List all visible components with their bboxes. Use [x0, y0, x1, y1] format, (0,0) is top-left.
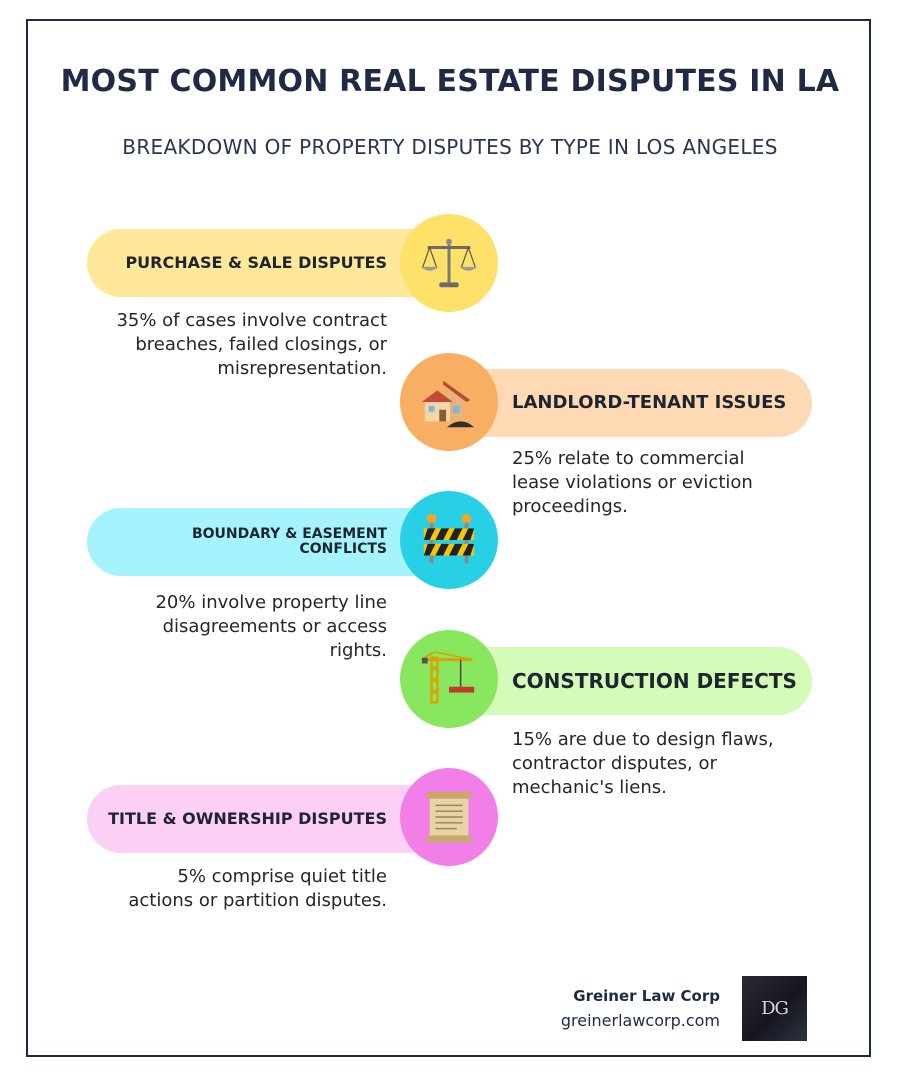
dispute-icon-circle	[400, 768, 498, 866]
brand-name: Greiner Law Corp	[573, 987, 720, 1005]
dispute-label: BOUNDARY & EASEMENT CONFLICTS	[191, 526, 387, 557]
dispute-label: PURCHASE & SALE DISPUTES	[125, 253, 387, 272]
dispute-icon-circle	[400, 214, 498, 312]
dispute-label: CONSTRUCTION DEFECTS	[512, 669, 797, 693]
brand-logo	[742, 976, 807, 1041]
construction-barrier-icon	[418, 509, 480, 571]
page-subtitle: BREAKDOWN OF PROPERTY DISPUTES BY TYPE IN LOS ANGELES	[122, 135, 778, 159]
page-title: MOST COMMON REAL ESTATE DISPUTES IN LA	[60, 64, 840, 99]
dispute-description: 20% involve property line disagreements or access rights.	[155, 592, 387, 661]
dispute-description: 5% comprise quiet title actions or partition disputes.	[128, 866, 387, 911]
dispute-label: TITLE & OWNERSHIP DISPUTES	[108, 809, 387, 828]
houses-icon	[418, 371, 480, 433]
dispute-banner-purchase-sale	[87, 229, 427, 297]
brand-website[interactable]: greinerlawcorp.com	[560, 1011, 720, 1030]
scroll-icon	[418, 786, 480, 848]
dispute-description: 35% of cases involve contract breaches, failed closings, or misrepresentation.	[116, 310, 387, 379]
logo-monogram: DG	[761, 998, 788, 1019]
dispute-banner-title-ownership	[87, 785, 427, 853]
dispute-banner-boundary-easement	[87, 508, 427, 576]
dispute-description: 25% relate to commercial lease violations or eviction proceedings.	[512, 448, 753, 517]
dispute-description: 15% are due to design flaws, contractor disputes, or mechanic's liens.	[512, 729, 774, 798]
crane-icon	[418, 648, 480, 710]
dispute-icon-circle	[400, 353, 498, 451]
scales-icon	[418, 232, 480, 294]
dispute-label: LANDLORD-TENANT ISSUES	[512, 392, 787, 413]
dispute-icon-circle	[400, 630, 498, 728]
dispute-icon-circle	[400, 491, 498, 589]
